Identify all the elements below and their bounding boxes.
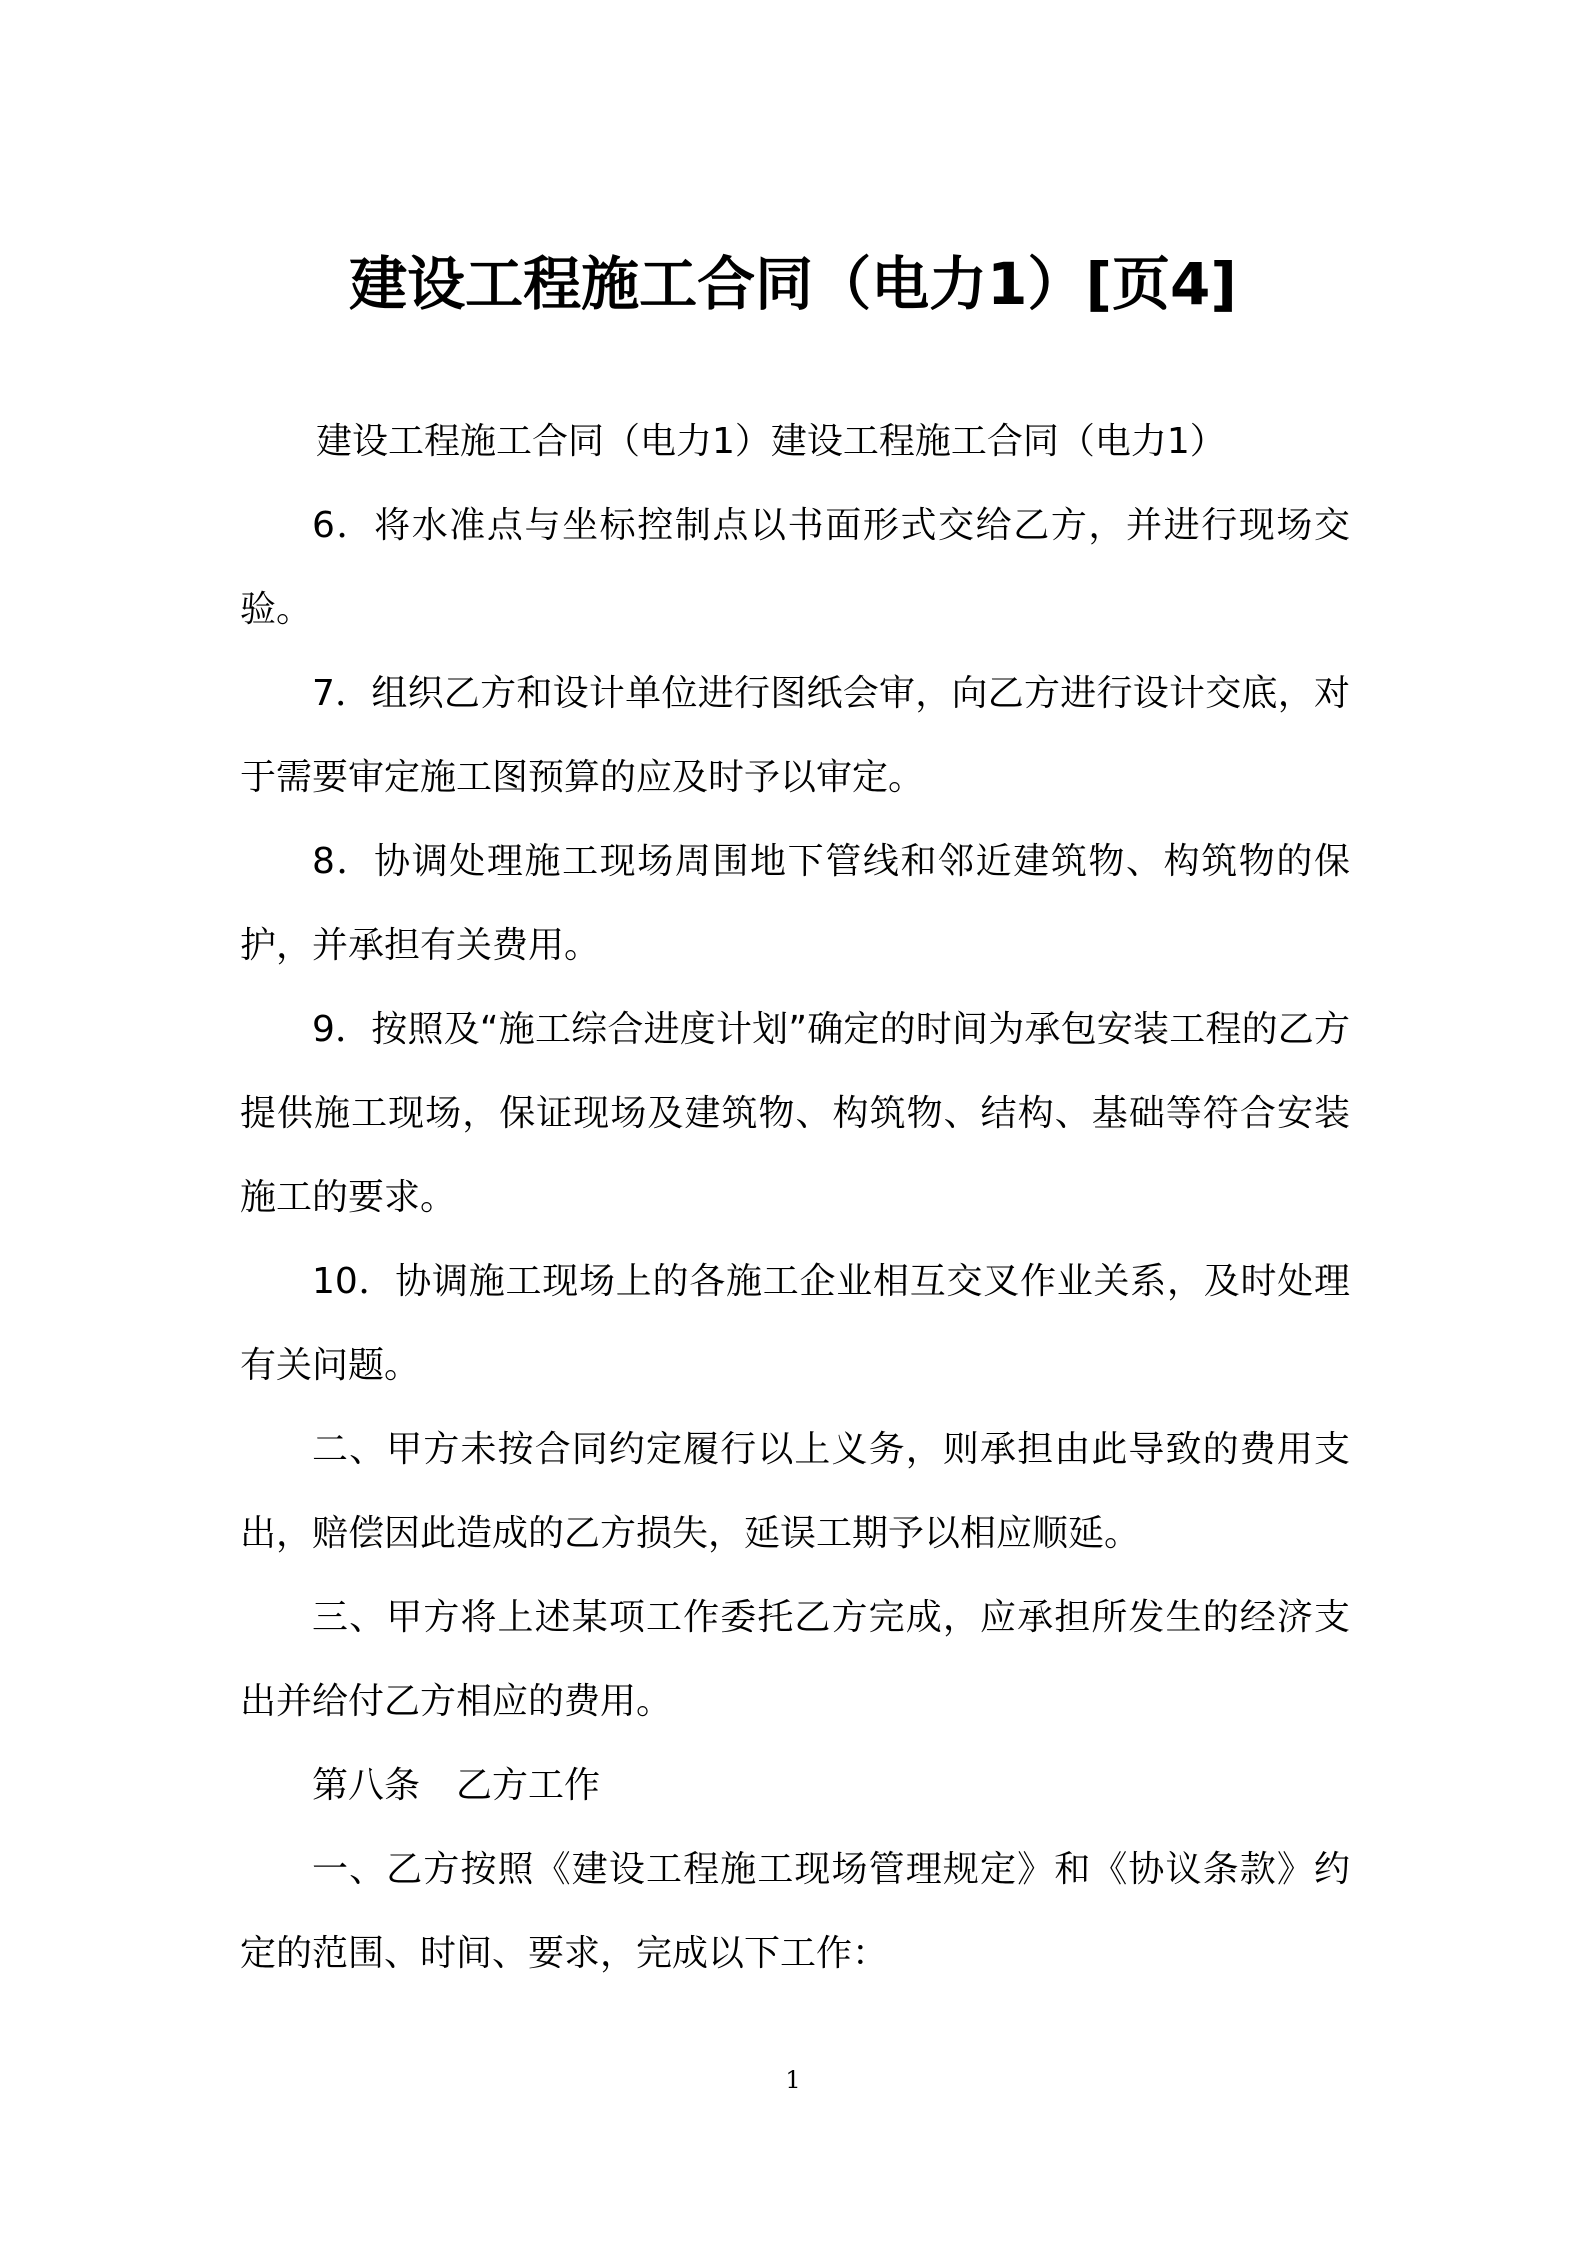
document-subtitle: 建设工程施工合同（电力1）建设工程施工合同（电力1） (316, 421, 1226, 462)
paragraph-item-8: 8．协调处理施工现场周围地下管线和邻近建筑物、构筑物的保护，并承担有关费用。 (240, 841, 1350, 966)
paragraph-clause-1: 一、乙方按照《建设工程施工现场管理规定》和《协议条款》约定的范围、时间、要求，完成以下工作： (240, 1849, 1350, 1974)
paragraph-item-6: 6．将水准点与坐标控制点以书面形式交给乙方，并进行现场交验。 (240, 505, 1350, 630)
paragraph-item-10: 10．协调施工现场上的各施工企业相互交叉作业关系，及时处理有关问题。 (240, 1261, 1350, 1386)
document-body (240, 400, 1350, 1996)
paragraph-item-7: 7．组织乙方和设计单位进行图纸会审，向乙方进行设计交底，对于需要审定施工图预算的应及时予以审定。 (240, 673, 1350, 798)
paragraph-clause-3: 三、甲方将上述某项工作委托乙方完成，应承担所发生的经济支出并给付乙方相应的费用。 (240, 1597, 1350, 1722)
paragraph-clause-2: 二、甲方未按合同约定履行以上义务，则承担由此导致的费用支出，赔偿因此造成的乙方损失，延误工期予以相应顺延。 (240, 1429, 1350, 1554)
paragraph-item-9: 9．按照及“施工综合进度计划”确定的时间为承包安装工程的乙方提供施工现场，保证现场及建筑物、构筑物、结构、基础等符合安装施工的要求。 (240, 1009, 1350, 1218)
page-number: 1 (785, 2066, 801, 2094)
page-title: 建设工程施工合同（电力1）[页4] (349, 249, 1237, 318)
article-heading: 第八条 乙方工作 (312, 1765, 601, 1806)
